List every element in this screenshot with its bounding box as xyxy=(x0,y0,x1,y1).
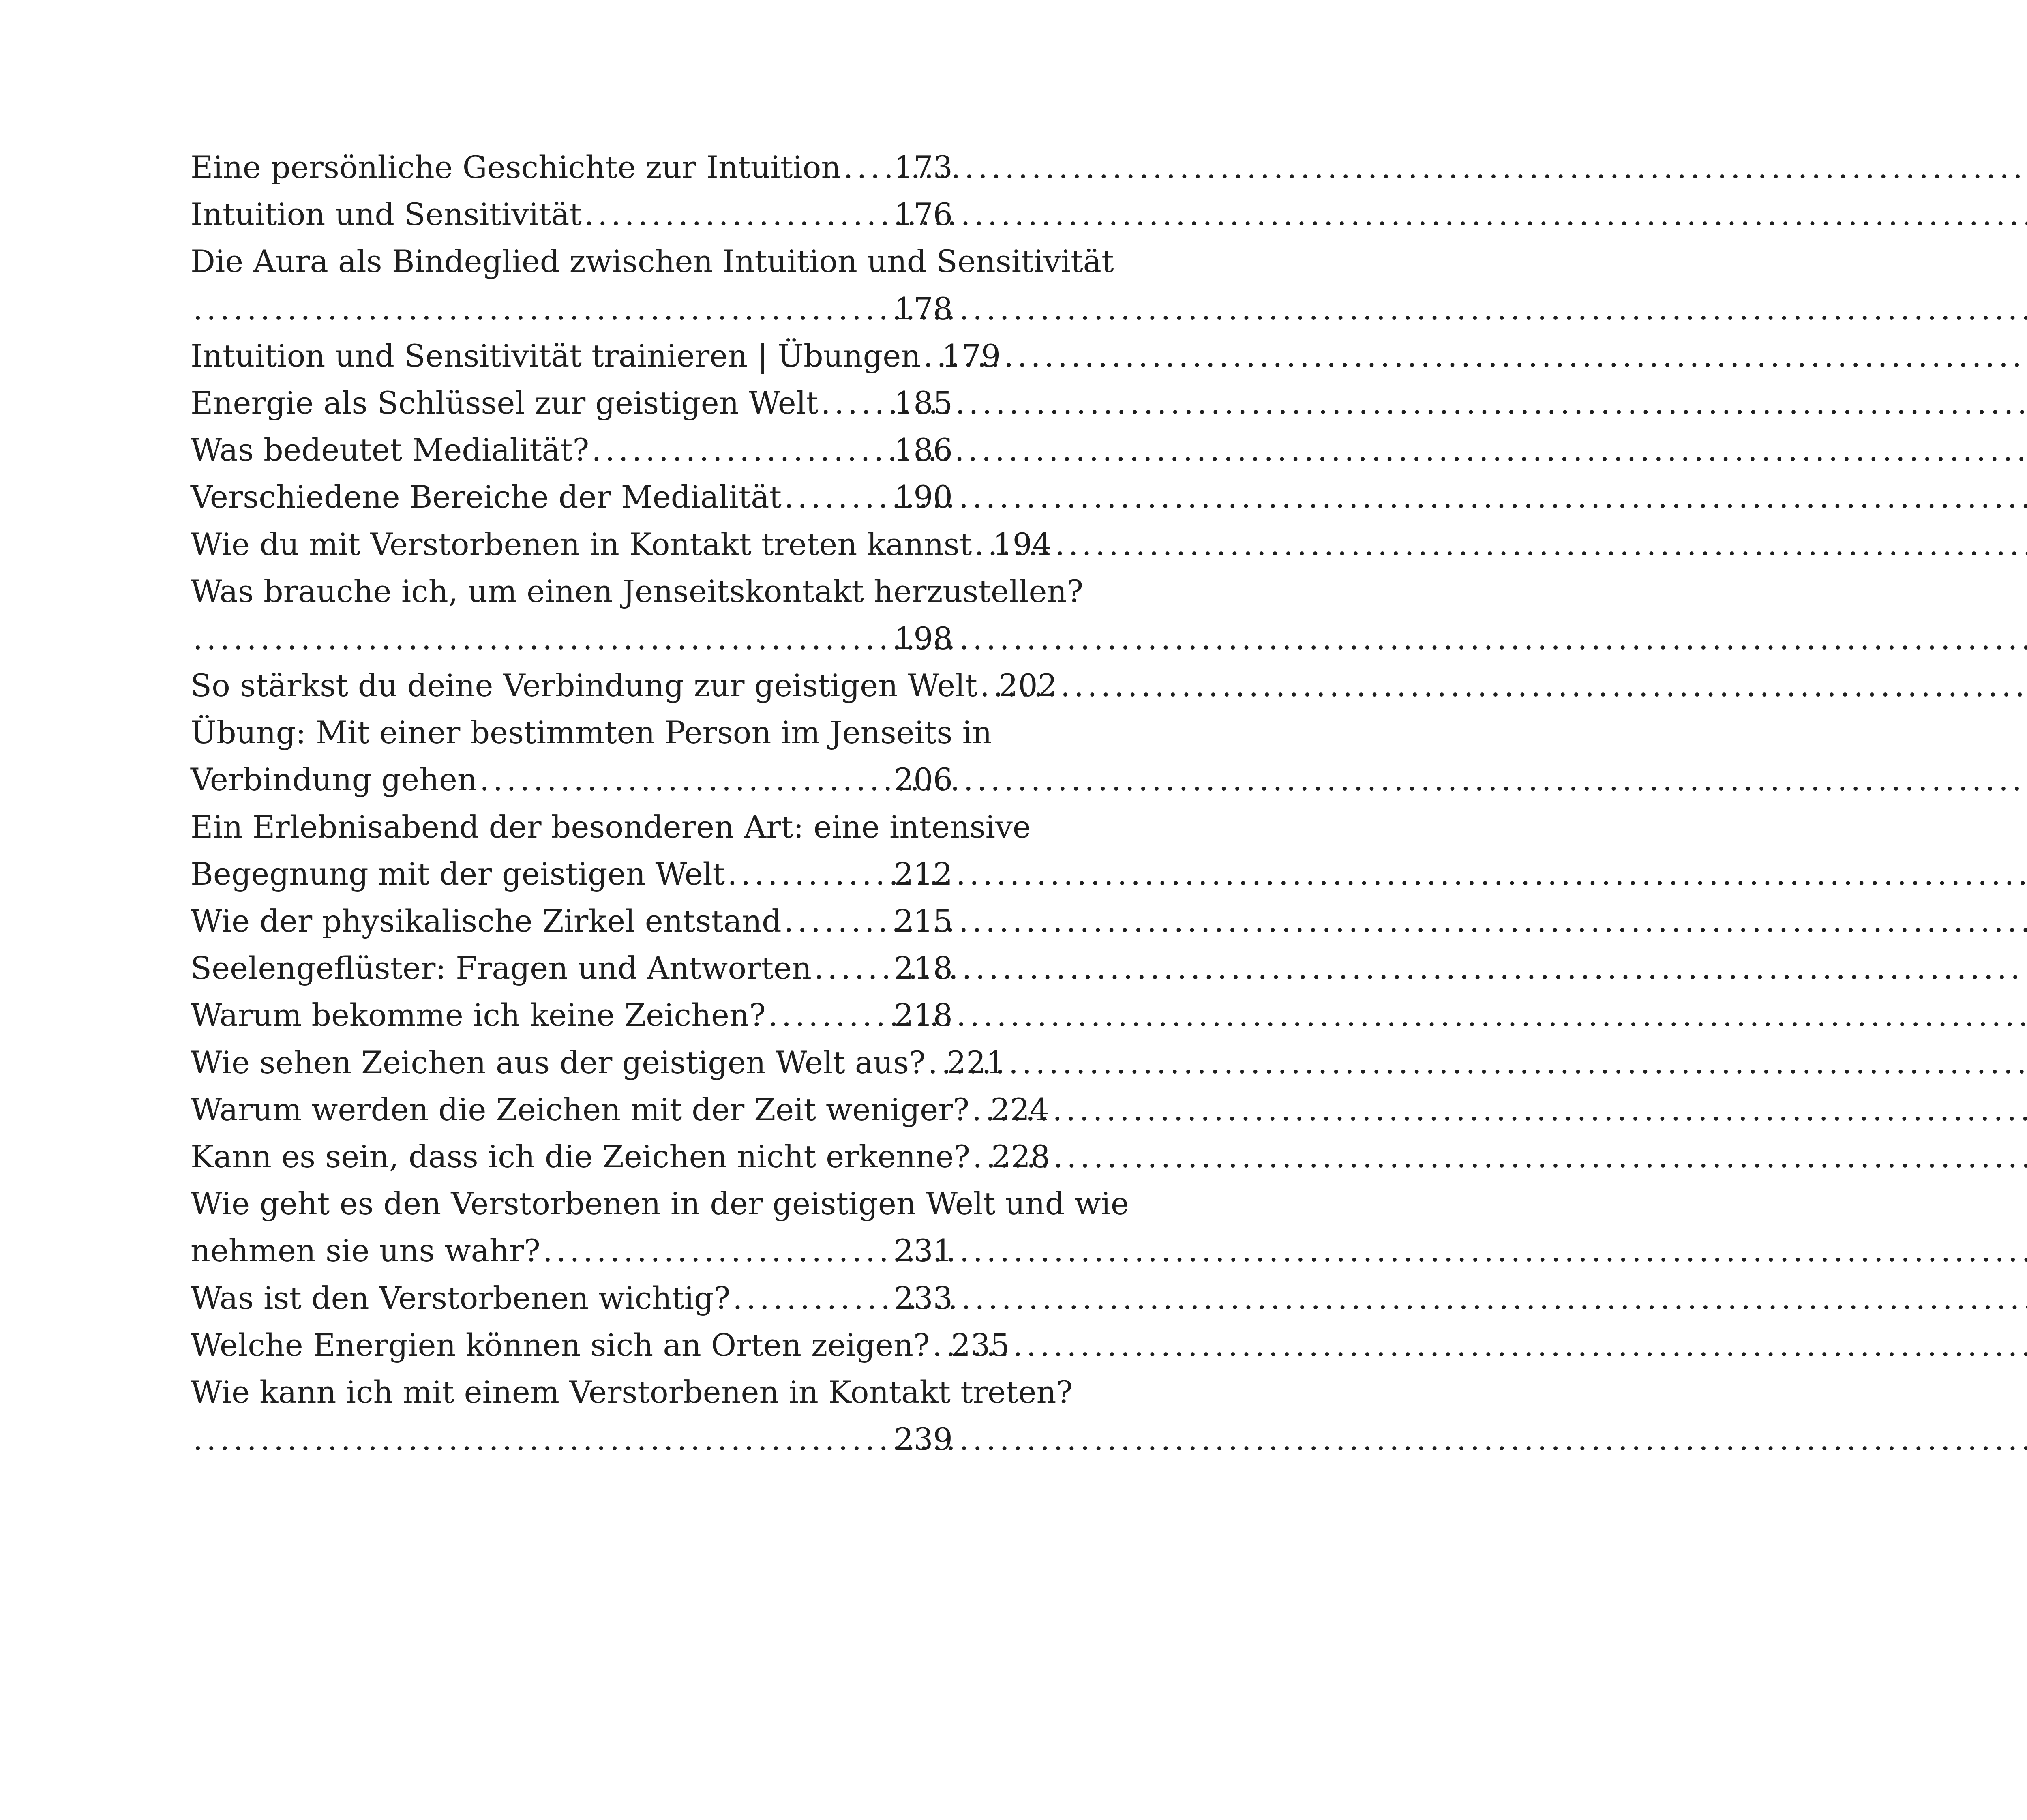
toc-entry-page: 231 xyxy=(894,1233,953,1269)
dot-leader xyxy=(974,521,990,568)
toc-entry[interactable] xyxy=(191,898,953,945)
toc-entry[interactable] xyxy=(191,1322,1010,1369)
toc-entry-page: 185 xyxy=(894,384,953,421)
toc-entry-page: 239 xyxy=(894,1421,953,1458)
toc-entry-page: 221 xyxy=(946,1044,1005,1080)
toc-entry-page: 233 xyxy=(894,1280,953,1316)
toc-entry[interactable] xyxy=(191,756,953,803)
toc-entry-title-line[interactable] xyxy=(191,568,1084,615)
dot-leader xyxy=(928,1039,944,1086)
dot-leader xyxy=(814,945,891,992)
dot-leader xyxy=(584,191,891,238)
toc-entry-page: 178 xyxy=(894,290,953,327)
toc-entry[interactable] xyxy=(191,379,953,427)
dot-leader xyxy=(980,662,996,709)
toc-entry-title: Verbindung gehen xyxy=(191,761,477,798)
toc-entry-page: 190 xyxy=(894,479,953,515)
toc-entry-title: Kann es sein, dass ich die Zeichen nicht erkenne? xyxy=(191,1138,971,1175)
toc-entry-leader-line[interactable] xyxy=(191,1416,953,1463)
dot-leader xyxy=(193,285,891,332)
toc-entry-page: 176 xyxy=(894,196,953,233)
toc-entry-page: 235 xyxy=(951,1327,1010,1363)
toc-entry-title-first-line: Ein Erlebnisabend der besonderen Art: eine intensive xyxy=(191,808,1031,845)
toc-entry-title: Warum werden die Zeichen mit der Zeit weniger? xyxy=(191,1091,970,1128)
toc-entry-page: 198 xyxy=(894,620,953,656)
toc-entry-title-line[interactable] xyxy=(191,238,1114,285)
toc-entry-title: Energie als Schlüssel zur geistigen Welt xyxy=(191,384,819,421)
dot-leader xyxy=(821,379,891,427)
dot-leader xyxy=(972,1086,988,1133)
toc-entry[interactable] xyxy=(191,144,953,191)
toc-entry-title: Was bedeutet Medialität? xyxy=(191,432,589,468)
toc-entry-title: Was ist den Verstorbenen wichtig? xyxy=(191,1280,731,1316)
toc-entry-title: Intuition und Sensitivität trainieren | Übungen xyxy=(191,337,921,374)
toc-entry-title: Wie der physikalische Zirkel entstand xyxy=(191,903,782,939)
toc-entry[interactable] xyxy=(191,1086,1050,1133)
toc-entry-title: Verschiedene Bereiche der Medialität xyxy=(191,479,782,515)
dot-leader xyxy=(784,474,891,521)
dot-leader xyxy=(591,427,891,474)
toc-entry-page: 228 xyxy=(991,1138,1050,1175)
dot-leader xyxy=(480,756,891,803)
toc-entry-title: Was brauche ich, um einen Jenseitskontakt herzustellen? xyxy=(191,573,1084,609)
toc-entry-title: So stärkst du deine Verbindung zur geistigen Welt xyxy=(191,667,977,704)
toc-entry[interactable] xyxy=(191,521,1052,568)
toc-entry-title-line[interactable] xyxy=(191,1180,1129,1227)
toc-entry-page: 218 xyxy=(894,997,953,1033)
toc-entry-title-first-line: Wie geht es den Verstorbenen in der geistigen Welt und wie xyxy=(191,1185,1129,1222)
toc-entry-page: 206 xyxy=(894,761,953,798)
dot-leader xyxy=(193,1416,891,1463)
dot-leader xyxy=(727,851,891,898)
dot-leader xyxy=(784,898,891,945)
dot-leader xyxy=(923,332,939,379)
toc-entry[interactable] xyxy=(191,1039,1005,1086)
toc-entry-page: 212 xyxy=(894,855,953,892)
toc-entry[interactable] xyxy=(191,945,953,992)
toc-entry-page: 179 xyxy=(942,337,1001,374)
toc-entry[interactable] xyxy=(191,191,953,238)
table-of-contents xyxy=(191,144,1129,1463)
dot-leader xyxy=(768,992,891,1039)
dot-leader xyxy=(543,1227,891,1274)
toc-entry[interactable] xyxy=(191,1275,953,1322)
toc-entry[interactable] xyxy=(191,662,1057,709)
toc-entry-page: 218 xyxy=(894,950,953,986)
toc-entry-page: 224 xyxy=(990,1091,1050,1128)
toc-entry[interactable] xyxy=(191,992,953,1039)
toc-entry-page: 186 xyxy=(894,432,953,468)
dot-leader xyxy=(733,1275,891,1322)
dot-leader xyxy=(193,615,891,662)
toc-entry-title: Welche Energien können sich an Orten zeigen? xyxy=(191,1327,930,1363)
toc-entry[interactable] xyxy=(191,851,953,898)
toc-entry-page: 202 xyxy=(998,667,1057,704)
toc-entry-page: 215 xyxy=(894,903,953,939)
toc-entry-title: Wie kann ich mit einem Verstorbenen in Kontakt treten? xyxy=(191,1374,1073,1410)
toc-entry-title-line[interactable] xyxy=(191,804,1031,851)
toc-entry-title: Wie sehen Zeichen aus der geistigen Welt aus? xyxy=(191,1044,926,1080)
toc-entry-title: nehmen sie uns wahr? xyxy=(191,1233,540,1269)
toc-entry-title: Intuition und Sensitivität xyxy=(191,196,582,233)
toc-entry[interactable] xyxy=(191,1227,953,1274)
toc-entry[interactable] xyxy=(191,427,953,474)
toc-entry-page: 173 xyxy=(894,149,953,185)
toc-entry-title: Warum bekomme ich keine Zeichen? xyxy=(191,997,766,1033)
toc-entry-title: Seelengeflüster: Fragen und Antworten xyxy=(191,950,812,986)
dot-leader xyxy=(843,144,891,191)
toc-entry-title: Begegnung mit der geistigen Welt xyxy=(191,855,725,892)
dot-leader xyxy=(973,1133,989,1180)
toc-entry-title-line[interactable] xyxy=(191,709,992,756)
toc-entry-leader-line[interactable] xyxy=(191,615,953,662)
toc-entry-title: Wie du mit Verstorbenen in Kontakt treten kannst xyxy=(191,526,972,562)
toc-entry[interactable] xyxy=(191,332,1001,379)
toc-entry[interactable] xyxy=(191,1133,1050,1180)
toc-entry-title-first-line: Übung: Mit einer bestimmten Person im Jenseits in xyxy=(191,714,992,751)
toc-entry-title-line[interactable] xyxy=(191,1369,1073,1416)
toc-entry-title: Die Aura als Bindeglied zwischen Intuition und Sensitivität xyxy=(191,243,1114,280)
toc-entry[interactable] xyxy=(191,474,953,521)
toc-entry-title: Eine persönliche Geschichte zur Intuition xyxy=(191,149,841,185)
dot-leader xyxy=(932,1322,949,1369)
toc-entry-leader-line[interactable] xyxy=(191,285,953,332)
toc-entry-page: 194 xyxy=(993,526,1052,562)
